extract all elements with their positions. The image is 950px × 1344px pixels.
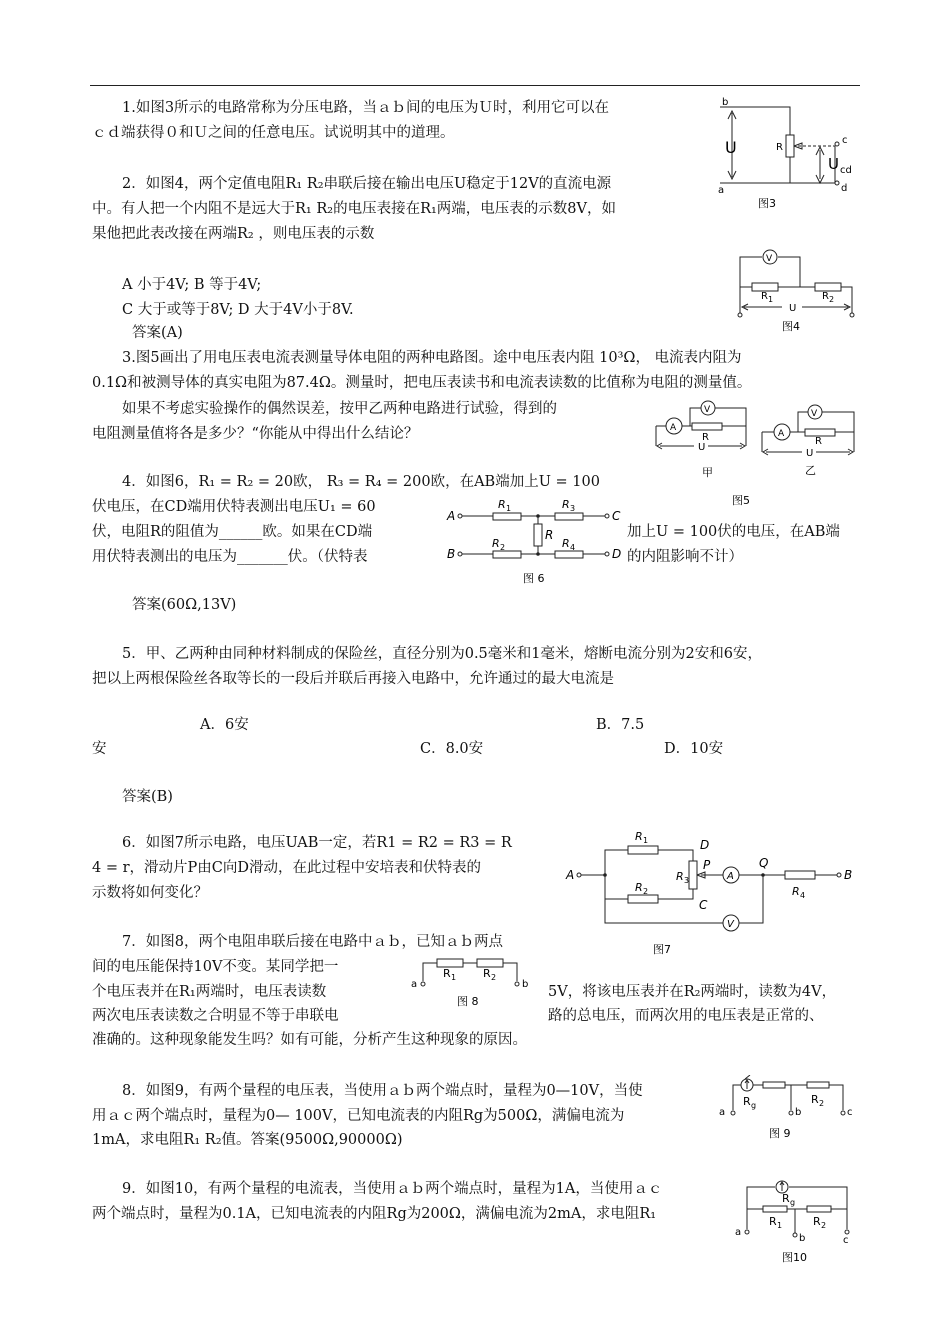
- fig10-Rg-sub: g: [790, 1198, 796, 1207]
- fig10-R2: R: [813, 1215, 821, 1228]
- fig4-R1: R: [761, 291, 768, 302]
- fig9-label-b: b: [795, 1107, 802, 1118]
- fig3-label-d: d: [841, 183, 848, 194]
- fig4-caption: 图4: [782, 320, 800, 333]
- fig3-caption: 图3: [758, 197, 776, 210]
- fig5-label-yi: 乙: [805, 464, 816, 477]
- fig6-R1: R: [498, 498, 506, 511]
- q5-option-a: A．6安: [200, 717, 249, 733]
- q2-line2: 中。有人把一个内阻不是远大于R₁ R₂的电压表接在R₁两端，电压表的示数8V，如: [92, 201, 616, 217]
- header-rule: [90, 85, 860, 86]
- q3-line1: 3.图5画出了用电压表电流表测量导体电阻的两种电路图。途中电压表内阻 10³Ω， 电流表内阻为: [122, 350, 742, 366]
- fig3-label-U: U: [725, 138, 737, 157]
- fig10-R2-sub: 2: [821, 1221, 827, 1230]
- q7-line4: 两次电压表读数之合明显不等于串联电: [92, 1008, 339, 1024]
- q3-line4: 电阻测量值将各是多少？“你能从中得出什么结论？: [92, 426, 419, 442]
- fig7-R1-sub: 1: [643, 836, 649, 845]
- q1-line2: ｃｄ端获得０和Ｕ之间的任意电压。试说明其中的道理。: [92, 125, 455, 141]
- q9-line1: 9．如图10，有两个量程的电流表，当使用ａｂ两个端点时，量程为1A，当使用ａｃ: [122, 1181, 663, 1197]
- fig6-label-A: A: [447, 509, 456, 523]
- fig7-R2-sub: 2: [643, 887, 649, 896]
- fig6-R4-sub: 4: [570, 543, 576, 552]
- q7-line2: 间的电压能保持10V不变。某同学把一: [92, 959, 339, 975]
- figure-8: [405, 955, 545, 1010]
- fig7-label-B: B: [844, 868, 853, 882]
- fig7-label-A: A: [566, 868, 575, 882]
- fig8-label-b: b: [522, 979, 529, 990]
- q5-option-b-unit: 安: [92, 741, 107, 757]
- figure-10: [725, 1175, 865, 1270]
- fig4-U: U: [789, 303, 797, 314]
- fig3-label-R: R: [776, 142, 783, 153]
- fig9-Rg-sub: g: [751, 1101, 757, 1110]
- fig7-label-D: D: [700, 838, 710, 852]
- fig10-R1-sub: 1: [777, 1221, 783, 1230]
- q2-answer: 答案(A): [132, 325, 183, 341]
- fig3-label-c: c: [842, 135, 848, 146]
- fig5-R-right: R: [815, 436, 822, 447]
- q2-line3: 果他把此表改接在两端R₂ ，则电压表的示数: [92, 226, 375, 242]
- fig3-label-a: a: [718, 185, 725, 196]
- fig7-ammeter: A: [727, 871, 734, 882]
- q4-line3: 伏，电阻R的阻值为______欧。如果在CD端: [92, 524, 373, 540]
- q6-line1: 6．如图7所示电路，电压UAB一定，若R1 = R2 = R3 = R: [122, 835, 512, 851]
- fig6-caption: 图 6: [523, 572, 545, 585]
- fig10-label-a: a: [735, 1227, 742, 1238]
- fig6-label-C: C: [612, 509, 621, 523]
- fig6-R4: R: [562, 537, 570, 550]
- fig5-ammeter-right: A: [778, 429, 785, 439]
- fig7-R4-sub: 4: [800, 891, 806, 900]
- fig4-voltmeter: V: [766, 254, 773, 264]
- fig5-U-left: U: [698, 442, 706, 453]
- fig3-label-b: b: [722, 97, 729, 108]
- q2-option-ab: A 小于4V; B 等于4V;: [122, 277, 262, 293]
- fig7-label-Q: Q: [759, 856, 769, 870]
- fig7-R3-sub: 3: [684, 876, 690, 885]
- fig10-label-c: c: [843, 1235, 849, 1246]
- fig8-R1: R: [443, 967, 451, 980]
- fig6-R3: R: [562, 498, 570, 511]
- fig6-R3-sub: 3: [570, 504, 576, 513]
- q7-line5: 准确的。这种现象能发生吗？如有可能，分析产生这种现象的原因。: [92, 1032, 527, 1048]
- q7-line1: 7．如图8，两个电阻串联后接在电路中ａｂ，已知ａｂ两点: [122, 934, 503, 950]
- q5-option-c: C．8.0安: [420, 741, 484, 757]
- figure-4: [730, 245, 865, 335]
- fig7-label-C: C: [699, 898, 708, 912]
- fig9-R2-sub: 2: [819, 1099, 825, 1108]
- fig7-R1: R: [635, 830, 643, 843]
- q2-line1: 2．如图4，两个定值电阻R₁ R₂串联后接在输出电压U稳定于12V的直流电源: [122, 176, 612, 192]
- figure-7: [563, 825, 858, 960]
- fig9-label-a: a: [719, 1107, 726, 1118]
- q4-line1: 4．如图6，R₁ = R₂ = 20欧， R₃ = R₄ = 200欧，在AB端加上U = 100: [122, 474, 600, 490]
- fig7-voltmeter: V: [727, 919, 734, 930]
- fig8-label-a: a: [411, 979, 418, 990]
- q5-line1: 5．甲、乙两种由同种材料制成的保险丝，直径分别为0.5毫米和1毫米，熔断电流分别为2安和6安，: [122, 646, 762, 662]
- fig6-label-B: B: [447, 547, 456, 561]
- q5-line2: 把以上两根保险丝各取等长的一段后并联后再接入电路中，允许通过的最大电流是: [92, 671, 614, 687]
- q1-line1: 1.如图3所示的电路常称为分压电路，当ａｂ间的电压为Ｕ时，利用它可以在: [122, 100, 610, 116]
- fig8-R2: R: [483, 967, 491, 980]
- fig5-ammeter-left: A: [670, 423, 677, 433]
- fig3-label-Ucd-sub: cd: [840, 165, 852, 176]
- fig7-R2: R: [635, 881, 643, 894]
- fig9-Rg: R: [743, 1095, 751, 1108]
- figure-3: [710, 95, 870, 215]
- q2-option-cd: C 大于或等于8V; D 大于4V小于8V.: [122, 302, 354, 318]
- fig6-label-D: D: [612, 547, 622, 561]
- figure-6: [445, 490, 625, 585]
- fig10-caption: 图10: [782, 1251, 807, 1264]
- fig9-R2: R: [811, 1093, 819, 1106]
- fig4-R2-sub: 2: [829, 295, 835, 304]
- fig5-voltmeter-right: V: [811, 409, 818, 419]
- q4-answer: 答案(60Ω,13V): [132, 597, 237, 613]
- fig3-label-Ucd: U: [828, 155, 839, 173]
- fig9-caption: 图 9: [769, 1127, 791, 1140]
- q8-line1: 8．如图9，有两个量程的电压表，当使用ａｂ两个端点时，量程为0—10V，当使: [122, 1083, 643, 1099]
- fig7-R4: R: [792, 885, 800, 898]
- fig5-caption: 图5: [732, 494, 750, 507]
- fig10-R1: R: [769, 1215, 777, 1228]
- q5-answer: 答案(B): [122, 789, 173, 805]
- q8-line2: 用ａｃ两个端点时，量程为0— 100V，已知电流表的内阻Rg为500Ω，满偏电流为: [92, 1108, 625, 1124]
- fig8-R2-sub: 2: [491, 973, 497, 982]
- q8-line3: 1mA，求电阻R₁ R₂值。答案(9500Ω,90000Ω): [92, 1132, 403, 1148]
- fig5-voltmeter-left: V: [704, 405, 711, 415]
- fig10-Rg: R: [782, 1192, 790, 1205]
- figure-9: [715, 1075, 865, 1145]
- q5-option-b: B．7.5: [596, 717, 645, 733]
- q9-line2: 两个端点时，量程为0.1A，已知电流表的内阻Rg为200Ω，满偏电流为2mA，求电阻R₁: [92, 1206, 657, 1222]
- fig7-label-P: P: [703, 858, 711, 872]
- fig4-R2: R: [822, 291, 829, 302]
- q6-line2: 4 = r，滑动片P由C向D滑动，在此过程中安培表和伏特表的: [92, 860, 481, 876]
- fig8-caption: 图 8: [457, 995, 479, 1008]
- q7-line3: 个电压表并在R₁两端时，电压表读数: [92, 984, 327, 1000]
- fig9-label-c: c: [847, 1107, 853, 1118]
- fig5-label-jia: 甲: [702, 466, 713, 479]
- q4-right-line2: 的内阻影响不计）: [627, 549, 743, 565]
- q7-right-line1: 5V，将该电压表并在R₂两端时，读数为4V，: [548, 984, 837, 1000]
- fig10-label-b: b: [799, 1233, 806, 1244]
- fig6-label-R: R: [545, 528, 554, 542]
- figure-5: [650, 398, 865, 510]
- fig7-caption: 图7: [653, 943, 671, 956]
- fig7-R3: R: [676, 870, 684, 883]
- q4-line2: 伏电压，在CD端用伏特表测出电压U₁ = 60: [92, 499, 376, 515]
- fig5-U-right: U: [806, 448, 814, 459]
- fig5-R-left: R: [702, 432, 709, 443]
- q5-option-d: D．10安: [664, 741, 724, 757]
- fig6-R1-sub: 1: [506, 504, 512, 513]
- q4-line4: 用伏特表测出的电压为_______伏。（伏特表: [92, 549, 368, 565]
- q6-line3: 示数将如何变化？: [92, 885, 208, 901]
- q3-line3: 如果不考虑实验操作的偶然误差，按甲乙两种电路进行试验，得到的: [122, 401, 557, 417]
- q7-right-line2: 路的总电压，而两次用的电压表是正常的、: [548, 1008, 824, 1024]
- fig8-R1-sub: 1: [451, 973, 457, 982]
- q3-line2: 0.1Ω和被测导体的真实电阻为87.4Ω。测量时，把电压表读书和电流表读数的比值称为电阻的测量值。: [92, 375, 752, 391]
- fig6-R2: R: [492, 537, 500, 550]
- fig6-R2-sub: 2: [500, 543, 506, 552]
- q4-right-line1: 加上U = 100伏的电压，在AB端: [627, 524, 840, 540]
- fig4-R1-sub: 1: [768, 295, 774, 304]
